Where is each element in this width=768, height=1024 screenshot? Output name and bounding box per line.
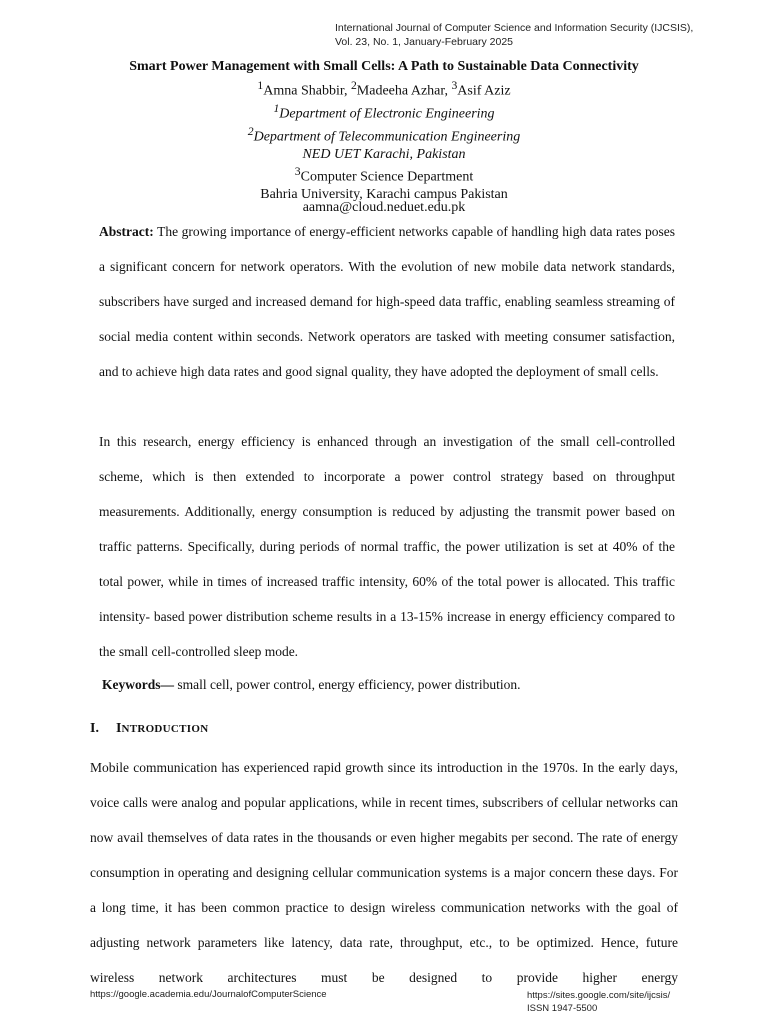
author-name: Amna Shabbir,	[263, 83, 351, 99]
affiliation	[0, 163, 768, 186]
introduction-text: Mobile communication has experienced rapid growth since its introduction in the 1970s. In the early days, voice calls were analog and popular applications, while in recent times, subscribers of cellular networks can now avail themselves of data rates in the thousands or even higher megabits per second. The rate of energy consumption in operating and designing cellular communication systems is a major concern these days. For a long time, it has been common practice to design wireless communication networks with the goal of adjusting network parameters like latency, data rate, throughput, etc., to be optimized. Hence, future wireless network architectures must be designed to provide higher energy	[90, 760, 678, 985]
affiliation-location: Bahria University, Karachi campus Pakistan	[260, 186, 508, 202]
affiliation-text: Computer Science Department	[300, 169, 474, 185]
affiliation-sup: 1	[273, 101, 280, 115]
keywords	[102, 677, 521, 693]
author-sup: 2	[350, 79, 357, 92]
affiliation-sup: 2	[247, 124, 254, 138]
journal-name: International Journal of Computer Science and Information Security (IJCSIS),	[335, 22, 694, 34]
keywords-label: Keywords—	[102, 677, 174, 692]
section-number: I.	[90, 721, 99, 736]
footer-right	[527, 989, 670, 1015]
abstract-paragraph	[99, 214, 675, 389]
section-title-initial: I	[116, 721, 122, 736]
contact-email: aamna@cloud.neduet.edu.pk	[302, 200, 466, 215]
abstract-text: The growing importance of energy-efficient networks capable of handling high data rates poses a significant concern for network operators. With the evolution of new mobile data network standards, subscribers have surged and increased demand for high-speed data traffic, enabling seamless streaming of social media content within seconds. Network operators are tasked with meeting consumer satisfaction, and to achieve high data rates and good signal quality, they have adopted the deployment of small cells.	[99, 224, 675, 379]
research-paragraph: In this research, energy efficiency is enhanced through an investigation of the small cell-controlled scheme, which is then extended to incorporate a power control strategy based on throughput measurements. Additionally, energy consumption is reduced by adjusting the transmit power based on traffic patterns. Specifically, during periods of normal traffic, the power utilization is set at 40% of the total power, while in times of increased traffic intensity, 60% of the total power is allocated. This traffic intensity- based power distribution scheme results in a 13-15% increase in energy efficiency compared to the small cell-controlled sleep mode.	[99, 434, 675, 659]
author-sup: 1	[257, 79, 264, 92]
keywords-text: small cell, power control, energy efficiency, power distribution.	[174, 677, 521, 692]
author-sup: 3	[451, 79, 458, 92]
section-title-rest: NTRODUCTION	[121, 723, 209, 735]
section-heading	[90, 721, 208, 737]
affiliation	[0, 123, 768, 146]
paper-title: Smart Power Management with Small Cells: A Path to Sustainable Data Connectivity	[129, 59, 639, 74]
author-line	[0, 77, 768, 100]
affiliation-text: Department of Electronic Engineering	[279, 106, 495, 122]
author-name: Asif Aziz	[457, 83, 511, 99]
affiliation	[0, 100, 768, 123]
affiliation-text: Department of Telecommunication Engineering	[253, 129, 521, 145]
affiliation-sup: 3	[294, 164, 301, 178]
author-name: Madeeha Azhar,	[356, 83, 452, 99]
journal-header	[335, 21, 693, 49]
journal-volume: Vol. 23, No. 1, January-February 2025	[335, 36, 514, 48]
footer-left-url[interactable]: https://google.academia.edu/JournalofComputerScience	[90, 989, 327, 1000]
affiliation-location: NED UET Karachi, Pakistan	[302, 146, 466, 162]
introduction-paragraph	[90, 750, 678, 995]
abstract-label: Abstract:	[99, 224, 154, 239]
author-block	[0, 77, 768, 203]
footer-issn: ISSN 1947-5500	[527, 1003, 598, 1014]
footer-right-url[interactable]: https://sites.google.com/site/ijcsis/	[527, 990, 671, 1001]
